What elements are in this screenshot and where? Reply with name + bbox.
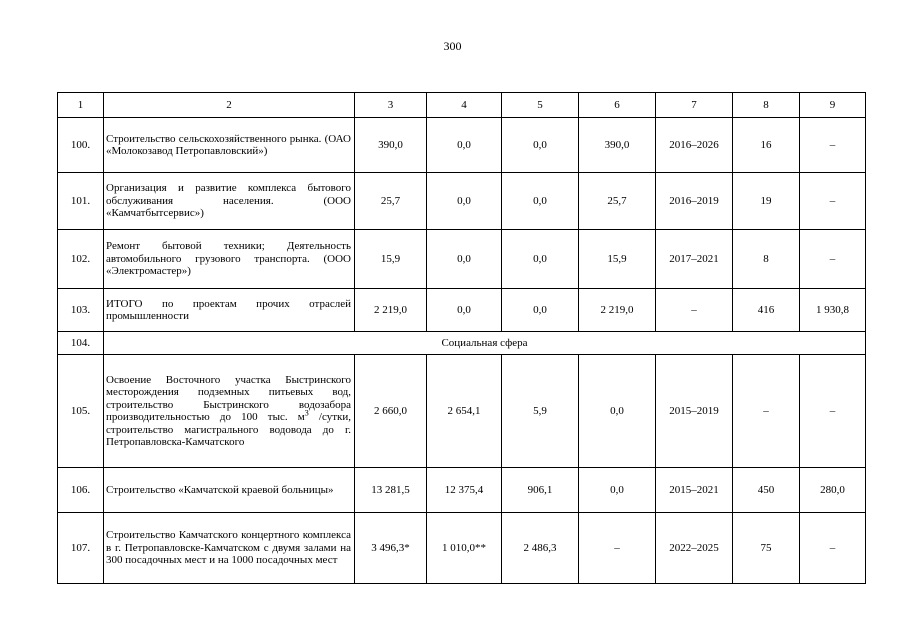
cell-col-3: 3 496,3* (355, 513, 427, 584)
cell-col-4: 12 375,4 (427, 468, 502, 513)
superscript-3: 3 (304, 408, 309, 418)
section-title: Социальная сфера (104, 332, 866, 355)
cell-col-9: 280,0 (800, 468, 866, 513)
cell-col-6: 2 219,0 (579, 289, 656, 332)
row-description-part-1: Освоение Восточного участка Быстринского месторождения подземных питьевых вод, строительство Быстринского водозабора производительностью до 100 тыс. м (106, 373, 351, 423)
cell-col-9: 1 930,8 (800, 289, 866, 332)
cell-col-3: 2 660,0 (355, 355, 427, 468)
cell-col-7: 2015–2019 (656, 355, 733, 468)
cell-col-6: 15,9 (579, 230, 656, 289)
cell-col-8: 450 (733, 468, 800, 513)
table-row (58, 230, 866, 289)
cell-col-7: – (656, 289, 733, 332)
cell-col-6: 0,0 (579, 468, 656, 513)
row-number: 103. (58, 289, 104, 332)
cell-col-7: 2015–2021 (656, 468, 733, 513)
cell-col-8: 19 (733, 173, 800, 230)
cell-col-4: 2 654,1 (427, 355, 502, 468)
cell-col-8: 16 (733, 118, 800, 173)
cell-col-5: 0,0 (502, 173, 579, 230)
cell-col-6: 390,0 (579, 118, 656, 173)
row-description: Строительство «Камчатской краевой больницы» (104, 468, 355, 513)
header-cell-2: 2 (104, 93, 355, 118)
header-cell-1: 1 (58, 93, 104, 118)
page-number: 300 (443, 39, 462, 53)
table-header-row (58, 93, 866, 118)
cell-col-5: 5,9 (502, 355, 579, 468)
cell-col-5: 0,0 (502, 289, 579, 332)
row-description: Строительство сельскохозяйственного рынка. (ОАО «Молокозавод Петропавловский») (104, 118, 355, 173)
cell-col-5: 0,0 (502, 118, 579, 173)
cell-col-4: 0,0 (427, 230, 502, 289)
row-number: 104. (58, 332, 104, 355)
cell-col-7: 2016–2019 (656, 173, 733, 230)
row-number: 105. (58, 355, 104, 468)
row-description: ИТОГО по проектам прочих отраслей промышленности (104, 289, 355, 332)
row-description: Ремонт бытовой техники; Деятельность автомобильного грузового транспорта. (ООО «Электромастер») (104, 230, 355, 289)
cell-col-9: – (800, 173, 866, 230)
cell-col-5: 0,0 (502, 230, 579, 289)
header-cell-8: 8 (733, 93, 800, 118)
row-number: 101. (58, 173, 104, 230)
cell-col-8: – (733, 355, 800, 468)
row-number: 106. (58, 468, 104, 513)
cell-col-3: 390,0 (355, 118, 427, 173)
header-cell-4: 4 (427, 93, 502, 118)
row-description: Организация и развитие комплекса бытового обслуживания населения. (ООО «Камчатбытсервис») (104, 173, 355, 230)
table-row (58, 173, 866, 230)
cell-col-3: 2 219,0 (355, 289, 427, 332)
table-row (58, 355, 866, 468)
cell-col-3: 25,7 (355, 173, 427, 230)
cell-col-3: 15,9 (355, 230, 427, 289)
cell-col-8: 8 (733, 230, 800, 289)
cell-col-9: – (800, 118, 866, 173)
table-row (58, 468, 866, 513)
row-number: 100. (58, 118, 104, 173)
header-cell-9: 9 (800, 93, 866, 118)
table-row-total (58, 289, 866, 332)
cell-col-9: – (800, 230, 866, 289)
cell-col-5: 2 486,3 (502, 513, 579, 584)
cell-col-7: 2022–2025 (656, 513, 733, 584)
row-description-part-2: /сутки, строительство магистрального водовода до г. Петропавловска-Камчатского (106, 411, 351, 448)
cell-col-9: – (800, 355, 866, 468)
header-cell-3: 3 (355, 93, 427, 118)
header-cell-6: 6 (579, 93, 656, 118)
section-header-row (58, 332, 866, 355)
table-row (58, 118, 866, 173)
cell-col-6: – (579, 513, 656, 584)
row-description (104, 355, 355, 468)
cell-col-8: 416 (733, 289, 800, 332)
cell-col-8: 75 (733, 513, 800, 584)
cell-col-4: 0,0 (427, 118, 502, 173)
cell-col-4: 1 010,0** (427, 513, 502, 584)
header-cell-5: 5 (502, 93, 579, 118)
table-row (58, 513, 866, 584)
cell-col-7: 2016–2026 (656, 118, 733, 173)
cell-col-7: 2017–2021 (656, 230, 733, 289)
row-description: Строительство Камчатского концертного комплекса в г. Петропавловске-Камчатском с двумя залами на 300 посадочных мест и на 1000 посадочных мест (104, 513, 355, 584)
cell-col-6: 25,7 (579, 173, 656, 230)
cell-col-5: 906,1 (502, 468, 579, 513)
row-number: 107. (58, 513, 104, 584)
row-number: 102. (58, 230, 104, 289)
cell-col-9: – (800, 513, 866, 584)
cell-col-4: 0,0 (427, 289, 502, 332)
cell-col-3: 13 281,5 (355, 468, 427, 513)
projects-table (57, 92, 866, 584)
cell-col-6: 0,0 (579, 355, 656, 468)
header-cell-7: 7 (656, 93, 733, 118)
cell-col-4: 0,0 (427, 173, 502, 230)
